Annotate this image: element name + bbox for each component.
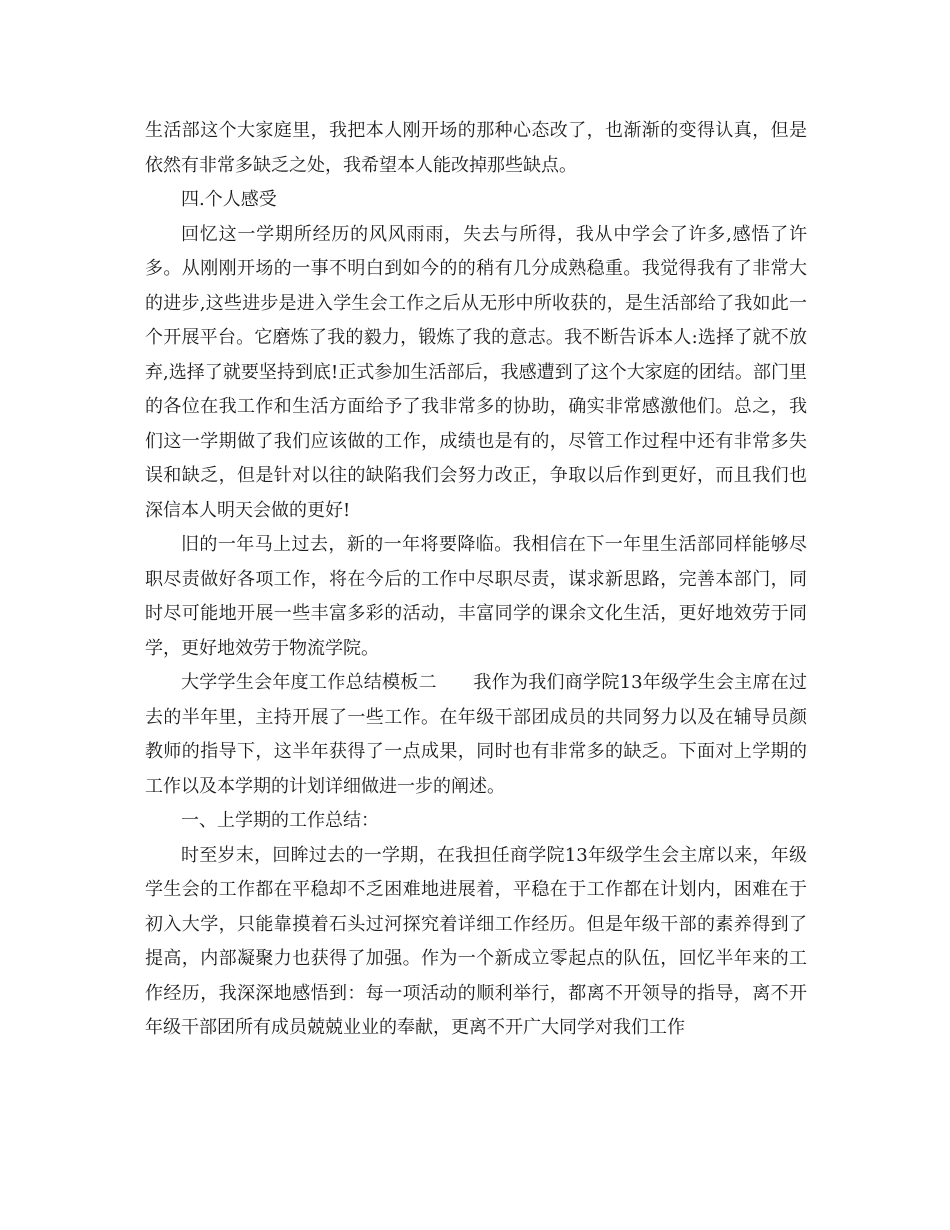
paragraph-3: 回忆这一学期所经历的风风雨雨，失去与所得，我从中学会了许多,感悟了许多。从刚刚开场的一事不明白到如今的的稍有几分成熟稳重。我觉得我有了非常大的进步,这些进步是进入学生会工作之后从无形中所收获的，是生活部给了我如此一个开展平台。它磨炼了我的毅力，锻炼了我的意志。我不断告诉本人:选择了就不放弃,选择了就要坚持到底!正式参加生活部后，我感遭到了这个大家庭的团结。部门里的各位在我工作和生活方面给予了我非常多的协助，确实非常感激他们。总之，我们这一学期做了我们应该做的工作，成绩也是有的，尽管工作过程中还有非常多失误和缺乏，但是针对以往的缺陷我们会努力改正，争取以后作到更好，而且我们也深信本人明天会做的更好! <box>145 223 807 521</box>
section-heading-personal-feelings: 四.个人感受 <box>181 189 277 210</box>
paragraph-7: 时至岁末，回眸过去的一学期，在我担任商学院13年级学生会主席以来，年级学生会的工作都在平稳却不乏困难地进展着，平稳在于工作都在计划内，困难在于初入大学，只能靠摸着石头过河探究着详细工作经历。但是年级干部的素养得到了提高，内部凝聚力也获得了加强。作为一个新成立零起点的队伍，回忆半年来的工作经历，我深深地感悟到：每一项活动的顺利举行，都离不开领导的指导，离不开年级干部团所有成员兢兢业业的奉献，更离不开广大同学对我们工作 <box>145 844 807 1038</box>
document-body <box>145 114 807 1046</box>
paragraph-5: 大学学生会年度工作总结模板二 我作为我们商学院13年级学生会主席在过去的半年里，主持开展了一些工作。在年级干部团成员的共同努力以及在辅导员颜教师的指导下，这半年获得了一点成果，同时也有非常多的缺乏。下面对上学期的工作以及本学期的计划详细做进一步的阐述。 <box>145 672 807 797</box>
paragraph-4: 旧的一年马上过去，新的一年将要降临。我相信在下一年里生活部同样能够尽职尽责做好各项工作，将在今后的工作中尽职尽责，谋求新思路，完善本部门，同时尽可能地开展一些丰富多彩的活动，丰富同学的课余文化生活，更好地效劳于同学，更好地效劳于物流学院。 <box>145 534 807 659</box>
paragraph-1: 生活部这个大家庭里，我把本人刚开场的那种心态改了，也渐渐的变得认真，但是依然有非常多缺乏之处，我希望本人能改掉那些缺点。 <box>145 120 807 176</box>
section-heading-last-semester-summary: 一、上学期的工作总结： <box>181 810 379 831</box>
